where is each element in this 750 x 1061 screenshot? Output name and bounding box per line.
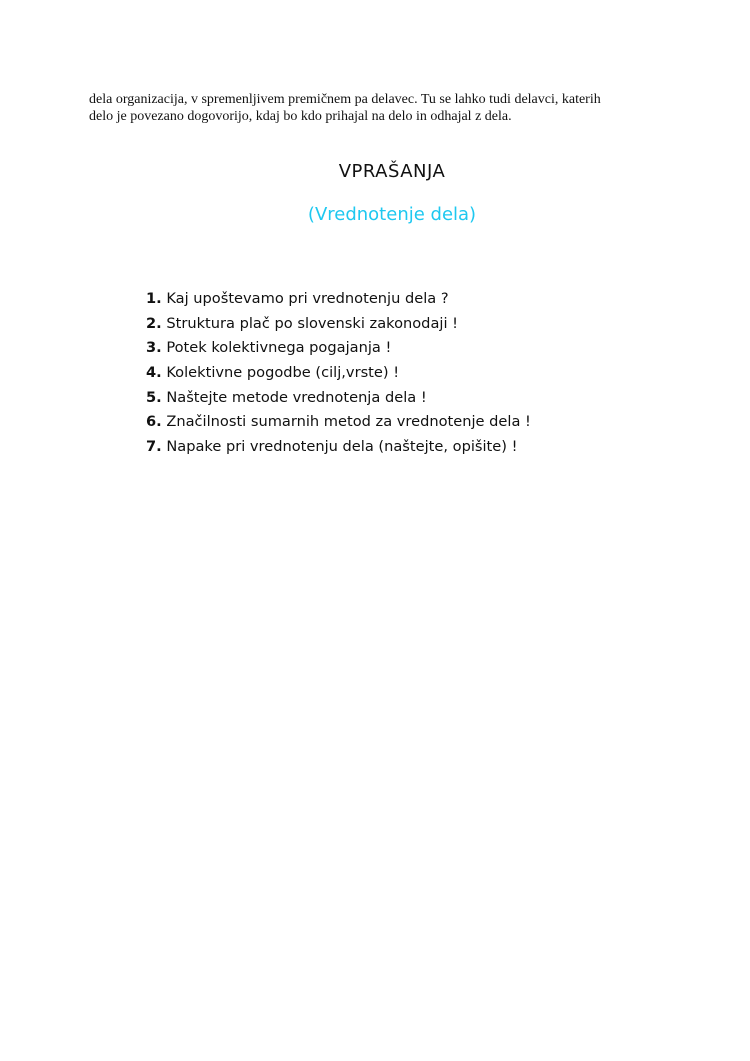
paragraph-line: delo je povezano dogovorijo, kdaj bo kdo prihajal na delo in odhajal z dela. xyxy=(89,109,512,124)
intro-paragraph xyxy=(89,91,679,125)
question-item xyxy=(146,386,531,411)
page-subheading: (Vrednotenje dela) xyxy=(307,204,477,225)
question-number: 1. xyxy=(146,290,162,307)
question-text: Struktura plač po slovenski zakonodaji ! xyxy=(161,314,458,332)
question-item xyxy=(146,336,531,361)
question-text: Naštejte metode vrednotenja dela ! xyxy=(161,388,427,406)
question-item xyxy=(146,287,531,312)
question-number: 4. xyxy=(146,364,162,382)
question-text: Kaj upoštevamo pri vrednotenju dela ? xyxy=(161,290,449,307)
page-heading: VPRAŠANJA xyxy=(338,161,446,182)
question-item xyxy=(146,312,531,337)
question-number: 3. xyxy=(146,339,162,357)
paragraph-line: dela organizacija, v spremenljivem premičnem pa delavec. Tu se lahko tudi delavci, katerih xyxy=(89,92,601,107)
question-number: 7. xyxy=(146,438,162,456)
question-number: 5. xyxy=(146,388,162,406)
questions-list xyxy=(146,287,531,460)
question-item xyxy=(146,435,531,460)
question-item xyxy=(146,410,531,435)
question-number: 2. xyxy=(146,314,162,332)
question-text: Značilnosti sumarnih metod za vrednotenje dela ! xyxy=(161,413,531,431)
question-number: 6. xyxy=(146,413,162,431)
question-text: Potek kolektivnega pogajanja ! xyxy=(161,339,392,357)
question-text: Napake pri vrednotenju dela (naštejte, opišite) ! xyxy=(161,438,518,456)
question-item xyxy=(146,361,531,386)
question-text: Kolektivne pogodbe (cilj,vrste) ! xyxy=(161,364,400,382)
